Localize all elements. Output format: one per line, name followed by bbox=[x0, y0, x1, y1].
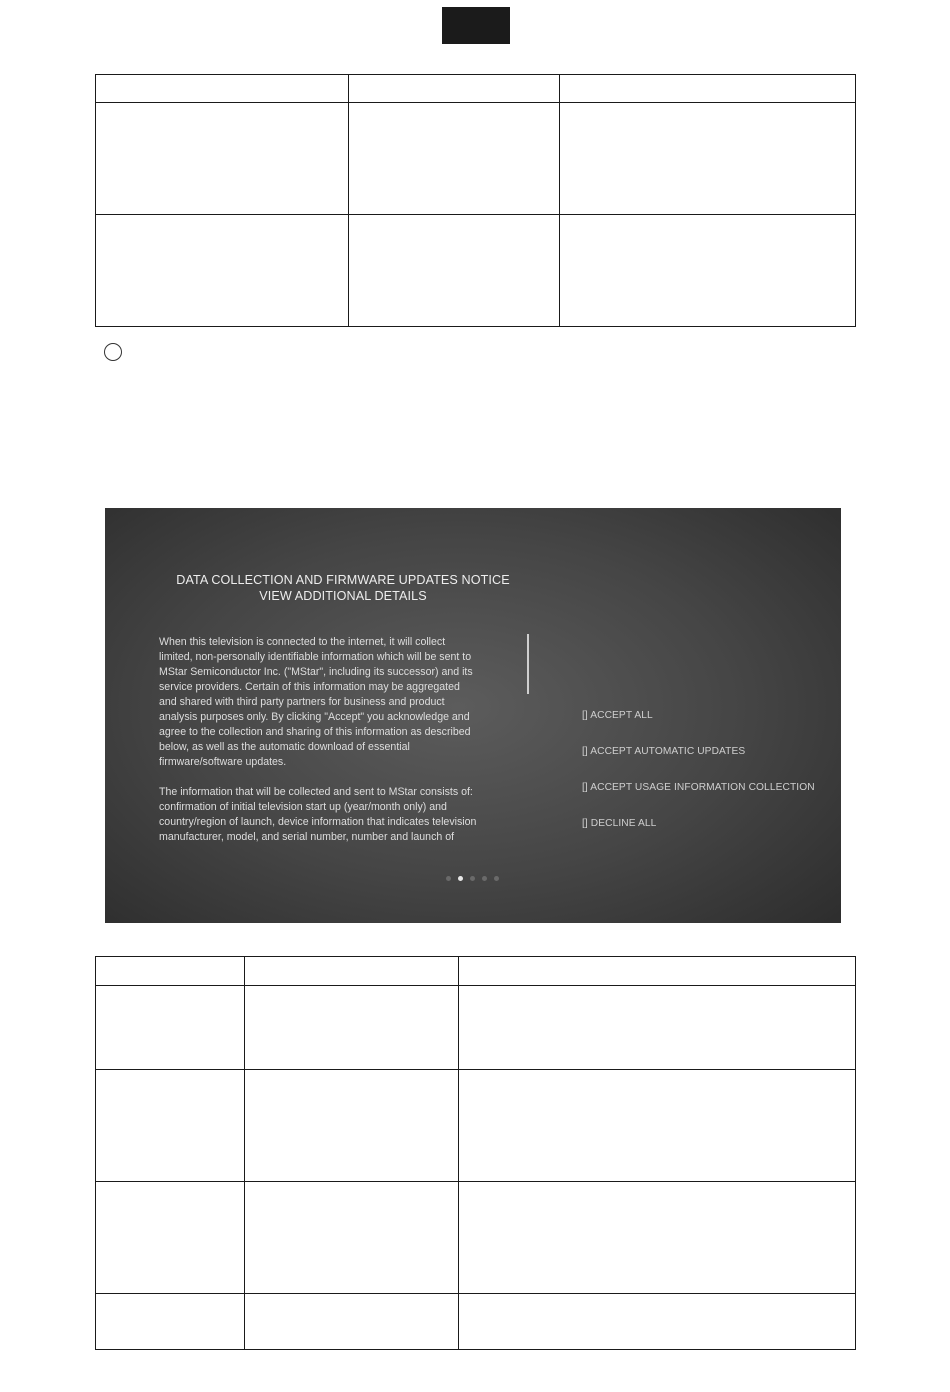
page-dot[interactable] bbox=[470, 876, 475, 881]
page-number-tab bbox=[442, 7, 510, 44]
accept-usage-option[interactable]: [] ACCEPT USAGE INFORMATION COLLECTION bbox=[582, 782, 815, 793]
table-cell bbox=[560, 103, 856, 215]
table-row bbox=[96, 215, 856, 327]
consent-options bbox=[582, 709, 832, 853]
table-cell bbox=[459, 1070, 856, 1182]
table-row bbox=[96, 957, 856, 986]
table-cell bbox=[96, 215, 349, 327]
view-details-link[interactable]: VIEW ADDITIONAL DETAILS bbox=[259, 589, 427, 603]
table-cell bbox=[96, 75, 349, 103]
table-cell bbox=[245, 957, 459, 986]
page-dot[interactable] bbox=[446, 876, 451, 881]
step-marker-circle bbox=[104, 343, 122, 361]
notice-paragraph: The information that will be collected and sent to MStar consists of: confirmation of initial television start up (year/month only) and country/region of launch, device information that indicates television manufacturer, model, and serial number, number and launch of bbox=[159, 786, 477, 843]
table-cell bbox=[96, 103, 349, 215]
bottom-table bbox=[95, 956, 856, 1350]
table-cell bbox=[349, 215, 560, 327]
table-cell bbox=[349, 103, 560, 215]
top-table bbox=[95, 74, 856, 327]
table-row bbox=[96, 1070, 856, 1182]
table-cell bbox=[96, 957, 245, 986]
table-cell bbox=[245, 986, 459, 1070]
table-cell bbox=[560, 75, 856, 103]
decline-all-option[interactable]: [] DECLINE ALL bbox=[582, 818, 657, 829]
table-row bbox=[96, 103, 856, 215]
table-cell bbox=[96, 986, 245, 1070]
table-cell bbox=[96, 1182, 245, 1294]
table-cell bbox=[560, 215, 856, 327]
notice-scrollbar[interactable] bbox=[527, 634, 529, 694]
notice-title-line: DATA COLLECTION AND FIRMWARE UPDATES NOTICE bbox=[176, 573, 510, 587]
table-row bbox=[96, 75, 856, 103]
table-cell bbox=[349, 75, 560, 103]
table-row bbox=[96, 1294, 856, 1350]
table-cell bbox=[96, 1070, 245, 1182]
table-cell bbox=[245, 1070, 459, 1182]
page-indicator bbox=[446, 876, 499, 881]
notice-title bbox=[157, 572, 529, 604]
accept-updates-option[interactable]: [] ACCEPT AUTOMATIC UPDATES bbox=[582, 746, 746, 757]
tv-screenshot bbox=[105, 508, 841, 923]
page-dot[interactable] bbox=[494, 876, 499, 881]
table-cell bbox=[245, 1294, 459, 1350]
table-row bbox=[96, 1182, 856, 1294]
table-cell bbox=[459, 986, 856, 1070]
notice-paragraph: When this television is connected to the internet, it will collect limited, non-personally identifiable information which will be sent to MStar Semiconductor Inc. ("MStar", including its successor) and its service providers. Certain of this information may be aggregated and shared with third party partners for business and product analysis purposes only. By clicking "Accept" you acknowledge and agree to the collection and sharing of this information as described below, as well as the automatic download of essential firmware/software updates. bbox=[159, 636, 473, 768]
accept-all-option[interactable]: [] ACCEPT ALL bbox=[582, 710, 653, 721]
table-row bbox=[96, 986, 856, 1070]
table-cell bbox=[459, 957, 856, 986]
table-cell bbox=[96, 1294, 245, 1350]
table-cell bbox=[459, 1294, 856, 1350]
table-cell bbox=[459, 1182, 856, 1294]
page-dot[interactable] bbox=[482, 876, 487, 881]
page-dot-active[interactable] bbox=[458, 876, 463, 881]
table-cell bbox=[245, 1182, 459, 1294]
notice-body[interactable] bbox=[159, 635, 529, 845]
